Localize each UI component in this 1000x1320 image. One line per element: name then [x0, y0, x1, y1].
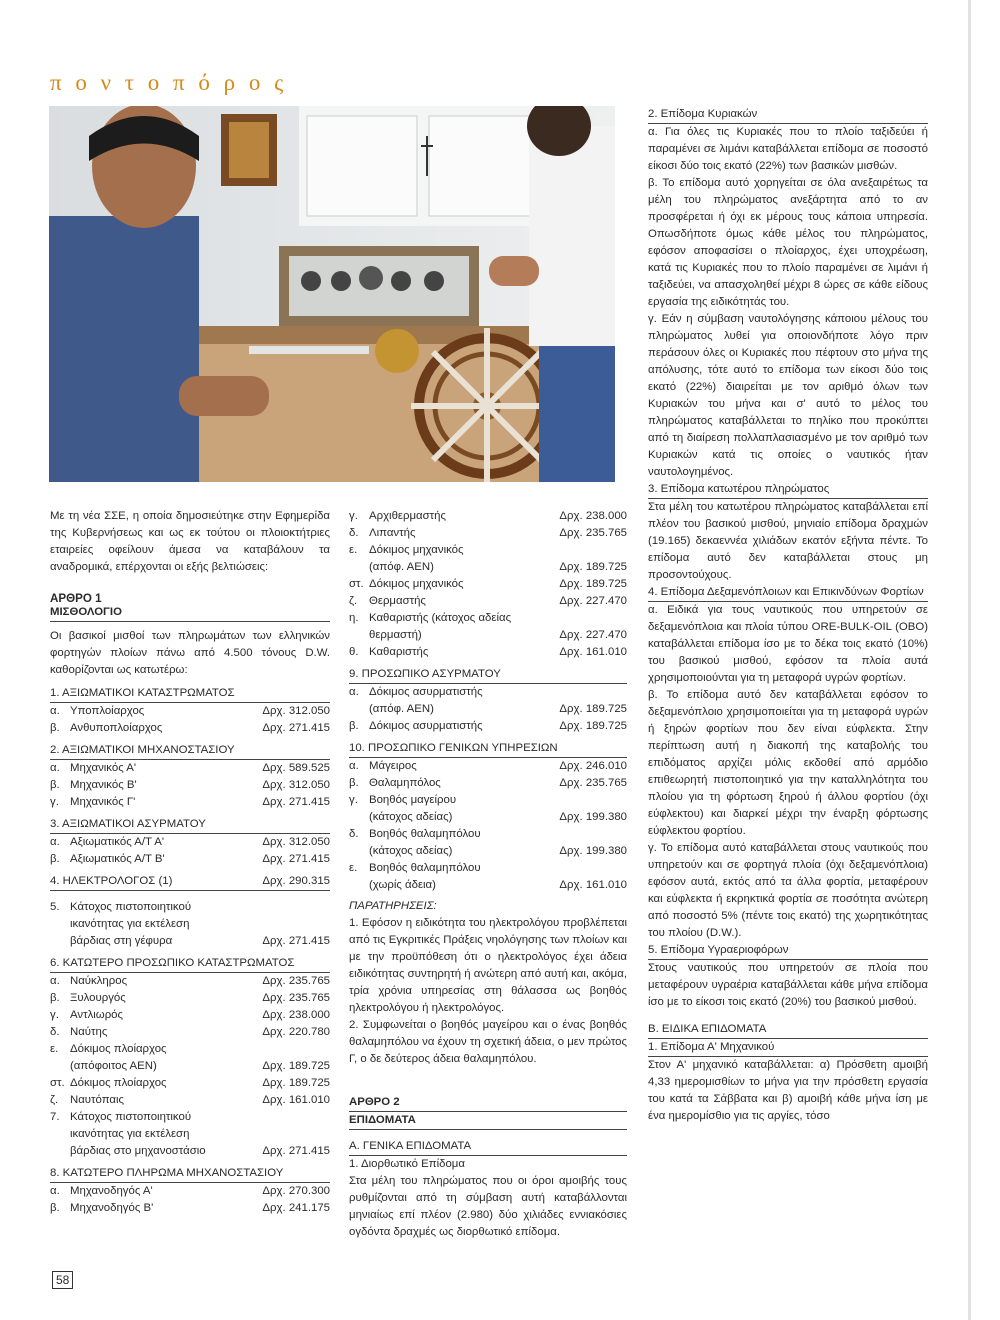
- s5-text: Στους ναυτικούς που υπηρετούν σε πλοία που μεταφέρουν υγραέρια καταβάλλεται κάθε μήνα επίδομα ίσο με το είκοσι τοις εκατό (20%) του βασικού μισθού.: [648, 962, 928, 1008]
- salary-row: ζ. Ναυτόπαις Δρχ. 161.010: [50, 1094, 330, 1106]
- column-1: [50, 508, 330, 1217]
- a1-title: 1. Διορθωτικό Επίδομα: [349, 1158, 465, 1170]
- salary-row: β. Ανθυποπλοίαρχος Δρχ. 271.415: [50, 722, 330, 734]
- remark-1: 1. Εφόσον η ειδικότητα του ηλεκτρολόγου προβλέπεται από τις Εγκριτικές Πράξεις νηολόγησης των πλοίων και με την προϋπόθεση ότι ο ηλεκτρολόγος έχει άδεια ειδικότητας συντηρητή ή ανώτερη από αυτή και, ακόμα, τρία χρόνια υπηρεσίας στη θάλασσα ως βοηθός ηλεκτρολόγου ή ηλεκτρολόγος.: [349, 917, 627, 1014]
- s2-a: α. Για όλες τις Κυριακές που το πλοίο ταξιδεύει ή παραμένει σε λιμάνι καταβάλλεται επίδομα σε ποσοστό είκοσι δύο τοις εκατό (22%) των βασικών μισθών.: [648, 126, 928, 172]
- salary-row: ε. Βοηθός θαλαμηπόλου (χωρίς άδεια) Δρχ. 161.010: [349, 862, 627, 891]
- salary-row: α. Μηχανοδηγός Α' Δρχ. 270.300: [50, 1185, 330, 1197]
- salary-row: 5. Κάτοχος πιστοποιητικού ικανότητας για εκτέλεση βάρδιας στη γέφυρα Δρχ. 271.415: [50, 901, 330, 947]
- s3-title: 3. Επίδομα κατωτέρου πληρώματος: [648, 481, 928, 499]
- b1-text: Στον Α' μηχανικό καταβάλλεται: α) Πρόσθετη αμοιβή 4,33 ημερομισθίων το μήνα για την πρόσθετη εργασία του κατά τα Σάββατα και β) αμοιβή κάθε μήνα ίση με ένα ημερομίσθιο για τις αργίες, τόσο: [648, 1059, 928, 1122]
- s3-text: Στα μέλη του κατωτέρου πληρώματος καταβάλλεται επί πλέον του βασικού μισθού, μηνιαίο επίδομα δραχμών (19.165) δεκαεννέα χιλιάδων εκατόν εξήντα πέντε. Το επίδομα αυτό δεν καταβάλλεται στους μη προσοντούχους.: [648, 501, 928, 581]
- salary-row: γ. Βοηθός μαγείρου (κάτοχος αδείας) Δρχ. 199.380: [349, 794, 627, 823]
- salary-row: γ. Αρχιθερμαστής Δρχ. 238.000: [349, 510, 627, 522]
- article1-subtitle: ΜΙΣΘΟΛΟΓΙΟ: [50, 604, 330, 622]
- s2-title: 2. Επίδομα Κυριακών: [648, 106, 928, 124]
- s2-c: γ. Εάν η σύμβαση ναυτολόγησης κάποιου μέλους του πληρώματος λυθεί για οποιονδήποτε λόγο πριν περάσουν όλες οι Κυριακές που πέφτουν στο μήνα της απόλυσης, τότε αυτό το επίδομα των είκοσι δύο τοις εκατό (22%) διαιρείται με τον αριθμό όλων των Κυριακών του μήνα και σ' αυτό το μέλος του πληρώματος καταβάλλεται το πηλίκο που προκύπτει από τη διαίρεση πολλαπλασιασμένο με τον αριθμό των Κυριακών κατά τις οποίες ο ναυτικός ήταν ναυτολογημένος.: [648, 313, 928, 478]
- s4-a: α. Ειδικά για τους ναυτικούς που υπηρετούν σε δεξαμενόπλοια και πλοία τύπου ORE-BULK-OIL (OBO) καταβάλλεται επίδομα ίσο με το δέκα τοις εκατό (10%) του βασικού μισθού, εφόσον τα πλοία αυτά χρησιμοποιούνται για τη μεταφορά υγρών φορτίων.: [648, 604, 928, 684]
- electrician-row: 4. ΗΛΕΚΤΡΟΛΟΓΟΣ (1) Δρχ. 290.315: [50, 873, 330, 891]
- section-title: 8. ΚΑΤΩΤΕΡΟ ΠΛΗΡΩΜΑ ΜΗΧΑΝΟΣΤΑΣΙΟΥ: [50, 1165, 330, 1183]
- article1-title: ΑΡΘΡΟ 1: [50, 592, 102, 605]
- section-title: 2. ΑΞΙΩΜΑΤΙΚΟΙ ΜΗΧΑΝΟΣΤΑΣΙΟΥ: [50, 742, 330, 760]
- intro-paragraph: Με τη νέα ΣΣΕ, η οποία δημοσιεύτηκε στην Εφημερίδα της Κυβερνήσεως και ως εκ τούτου οι πλοιοκτήτριες εταιρείες οφείλουν άμεσα να καταβάλουν τα αναδρομικά, επέρχονται οι εξής βελτιώσεις:: [50, 510, 330, 573]
- section-title: 6. ΚΑΤΩΤΕΡΟ ΠΡΟΣΩΠΙΚΟ ΚΑΤΑΣΤΡΩΜΑΤΟΣ: [50, 955, 330, 973]
- salary-row: ε. Δόκιμος πλοίαρχος (απόφοιτος ΑΕΝ) Δρχ. 189.725: [50, 1043, 330, 1072]
- general-allowances-title: Α. ΓΕΝΙΚΑ ΕΠΙΔΟΜΑΤΑ: [349, 1138, 627, 1156]
- salary-row: δ. Βοηθός θαλαμηπόλου (κάτοχος αδείας) Δρχ. 199.380: [349, 828, 627, 857]
- salary-row: β. Δόκιμος ασυρματιστής Δρχ. 189.725: [349, 720, 627, 732]
- salary-row: στ. Δόκιμος πλοίαρχος Δρχ. 189.725: [50, 1077, 330, 1089]
- column-2: [349, 508, 627, 1247]
- salary-row: θ. Καθαριστής Δρχ. 161.010: [349, 646, 627, 658]
- salary-row: στ. Δόκιμος μηχανικός Δρχ. 189.725: [349, 578, 627, 590]
- salary-row: β. Ξυλουργός Δρχ. 235.765: [50, 992, 330, 1004]
- article2-subtitle: ΕΠΙΔΟΜΑΤΑ: [349, 1111, 627, 1130]
- salary-row: α. Υποπλοίαρχος Δρχ. 312.050: [50, 705, 330, 717]
- s5-title: 5. Επίδομα Υγραεριοφόρων: [648, 942, 928, 960]
- article2-title: ΑΡΘΡΟ 2: [349, 1096, 400, 1108]
- salary-row: α. Μηχανικός Α' Δρχ. 589.525: [50, 762, 330, 774]
- remark-2: 2. Συμφωνείται ο βοηθός μαγείρου και ο ένας βοηθός θαλαμηπόλου να έχουν τη σχετική άδεια, ο μεν πρώτος Γ, ο δε δεύτερος άδεια θαλαμηπόλου.: [349, 1019, 627, 1065]
- salary-row: β. Θαλαμηπόλος Δρχ. 235.765: [349, 777, 627, 789]
- salary-row: η. Καθαριστής (κάτοχος αδείας θερμαστή) Δρχ. 227.470: [349, 612, 627, 641]
- salary-row: ε. Δόκιμος μηχανικός (απόφ. ΑΕΝ) Δρχ. 189.725: [349, 544, 627, 573]
- section-title: 9. ΠΡΟΣΩΠΙΚΟ ΑΣΥΡΜΑΤΟΥ: [349, 666, 627, 684]
- b1-title: 1. Επίδομα Α' Μηχανικού: [648, 1039, 928, 1057]
- salary-row: γ. Μηχανικός Γ' Δρχ. 271.415: [50, 796, 330, 808]
- remarks-title: ΠΑΡΑΤΗΡΗΣΕΙΣ:: [349, 900, 437, 912]
- salary-row: β. Μηχανικός Β' Δρχ. 312.050: [50, 779, 330, 791]
- section-title: 10. ΠΡΟΣΩΠΙΚΟ ΓΕΝΙΚΩΝ ΥΠΗΡΕΣΙΩΝ: [349, 740, 627, 758]
- salary-row: γ. Αντλιωρός Δρχ. 238.000: [50, 1009, 330, 1021]
- article1-text: Οι βασικοί μισθοί των πληρωμάτων των ελληνικών φορτηγών πλοίων πάνω από 4.500 τόνους D.W. καθορίζονται ως κατωτέρω:: [50, 630, 330, 676]
- salary-row: α. Αξιωματικός Α/Τ Α' Δρχ. 312.050: [50, 836, 330, 848]
- salary-row: β. Αξιωματικός Α/Τ Β' Δρχ. 271.415: [50, 853, 330, 865]
- salary-row: β. Μηχανοδηγός Β' Δρχ. 241.175: [50, 1202, 330, 1214]
- page-edge: [968, 0, 971, 1320]
- salary-row: δ. Λιπαντής Δρχ. 235.765: [349, 527, 627, 539]
- salary-row: 7. Κάτοχος πιστοποιητικού ικανότητας για εκτέλεση βάρδιας στο μηχανοστάσιο Δρχ. 271.415: [50, 1111, 330, 1157]
- salary-row: α. Ναύκληρος Δρχ. 235.765: [50, 975, 330, 987]
- salary-row: δ. Ναύτης Δρχ. 220.780: [50, 1026, 330, 1038]
- special-allowances-title: Β. ΕΙΔΙΚΑ ΕΠΙΔΟΜΑΤΑ: [648, 1021, 928, 1039]
- wheelhouse-photo: [49, 106, 615, 482]
- s2-b: β. Το επίδομα αυτό χορηγείται σε όλα ανεξαιρέτως τα μέλη του πληρώματος ανεξάρτητα από το αν προσφέρεται ή όχι εκ μέρους τους κάποια υπηρεσία. Οπωσδήποτε όμως κάθε μέλος του πληρώματος, εφόσον αποφασίσει ο πλοίαρχος, έχει υποχρέωση, κατά τις Κυριακές που το πλοίο παραμένει σε λιμάνι ή ταξιδεύει, να απασχοληθεί μέχρι 8 ώρες σε κάθε είδους εργασία της ειδικότητάς του.: [648, 177, 928, 308]
- s4-title: 4. Επίδομα Δεξαμενόπλοιων και Επικινδύνων Φορτίων: [648, 584, 928, 602]
- column-3: [648, 106, 928, 1131]
- s4-c: γ. Το επίδομα αυτό καταβάλλεται στους ναυτικούς που υπηρετούν και σε φορτηγά πλοία (όχι δεξαμενόπλοια) εφόσον αυτά, εκτός από τα άλλα φορτία, μεταφέρουν και εύφλεκτα ή εκρηκτικά φορτία σε ποσότητα ανώτερη από ποσοστό 5% (πέντε τοις εκατό) της χωρητικότητας του πλοίου (D.W.).: [648, 842, 928, 939]
- s4-b: β. Το επίδομα αυτό δεν καταβάλλεται εφόσον το δεξαμενόπλοιο χρησιμοποιείται για τη μεταφορά υγρών ή ξηρών φορτίων που δεν είναι εύφλεκτα. Στην περίπτωση αυτή η διακοπή της καταβολής του επιδόματος αρχίζει μόλις εκδοθεί από αρμόδιο επιθεωρητή πιστοποιητικό για την καταλληλότητα του πλοίου για τη φόρτωση ξηρού ή άλλου φορτίου (όχι εύφλεκτου) και διαρκεί μέχρι την έναρξη φόρτωσης εύφλεκτου φορτίου.: [648, 689, 928, 837]
- section-title: 1. ΑΞΙΩΜΑΤΙΚΟΙ ΚΑΤΑΣΤΡΩΜΑΤΟΣ: [50, 685, 330, 703]
- page-number: 58: [52, 1271, 73, 1289]
- salary-row: ζ. Θερμαστής Δρχ. 227.470: [349, 595, 627, 607]
- salary-row: α. Μάγειρος Δρχ. 246.010: [349, 760, 627, 772]
- magazine-header: π ο ν τ ο π ό ρ ο ς: [50, 70, 288, 95]
- a1-text: Στα μέλη του πληρώματος που οι όροι αμοιβής τους ρυθμίζονται από τη σύμβαση αυτή καταβάλλονται μηνιαίως επί πλέον (2.980) δύο χιλιάδες εννιακόσιες ογδόντα δραχμές ως διορθωτικό επίδομα.: [349, 1175, 627, 1238]
- salary-row: α. Δόκιμος ασυρματιστής (απόφ. ΑΕΝ) Δρχ. 189.725: [349, 686, 627, 715]
- section-title: 3. ΑΞΙΩΜΑΤΙΚΟΙ ΑΣΥΡΜΑΤΟΥ: [50, 816, 330, 834]
